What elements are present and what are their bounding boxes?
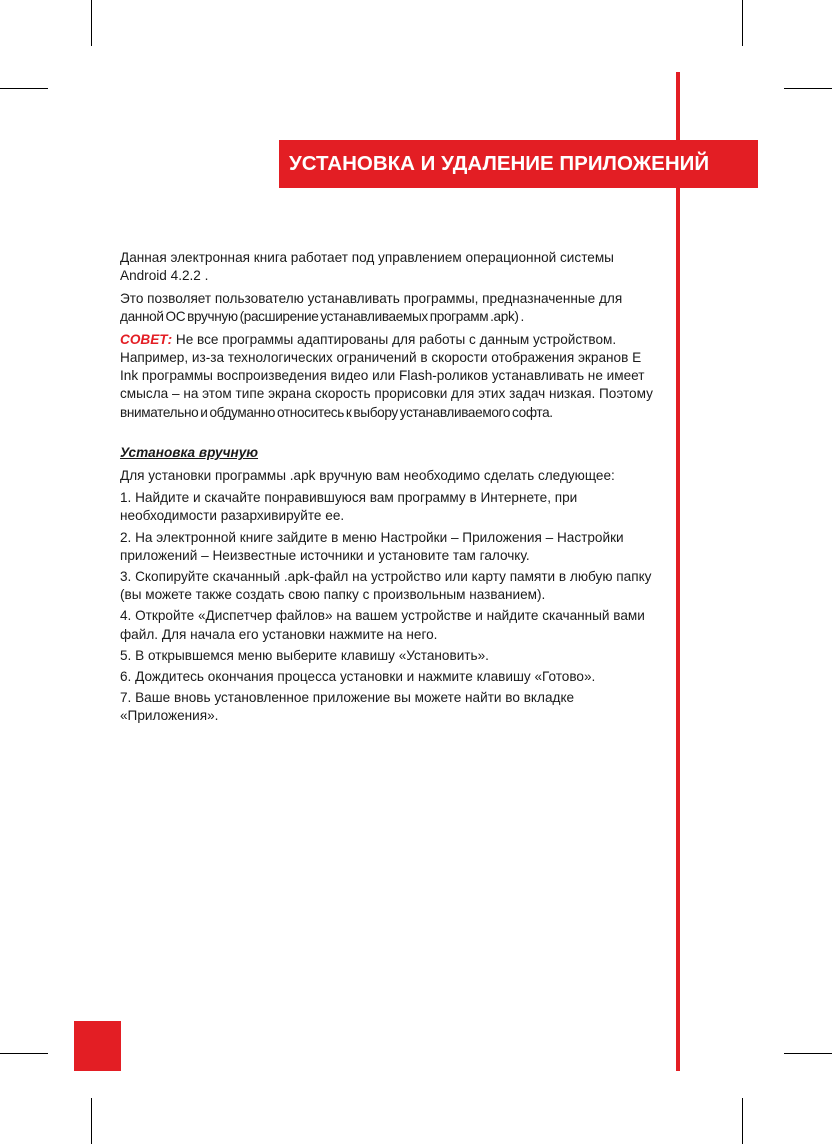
crop-mark bbox=[784, 1053, 832, 1054]
crop-mark bbox=[784, 88, 832, 89]
red-corner-block bbox=[74, 1021, 121, 1071]
crop-mark bbox=[0, 1053, 48, 1054]
text-line: данной ОС вручную (расширение устанавливаемых программ .apk) . bbox=[120, 309, 524, 325]
page-title: УСТАНОВКА И УДАЛЕНИЕ ПРИЛОЖЕНИЙ bbox=[289, 152, 710, 175]
text-line: Данная электронная книга работает под управлением операционной системы bbox=[120, 250, 614, 265]
text-line: Ink программы воспроизведения видео или Flash-роликов устанавливать не имеет bbox=[120, 368, 645, 384]
crop-mark bbox=[91, 0, 92, 46]
tip-label: СОВЕТ: bbox=[120, 331, 173, 347]
text-line: приложений – Неизвестные источники и установите там галочку. bbox=[120, 547, 530, 563]
text-line: 1. Найдите и скачайте понравившуюся вам программу в Интернете, при bbox=[120, 490, 578, 506]
list-item bbox=[120, 568, 672, 604]
section-lead: Для установки программы .apk вручную вам необходимо сделать следующее: bbox=[120, 467, 615, 483]
crop-mark bbox=[91, 1098, 92, 1144]
intro-paragraph bbox=[120, 249, 672, 285]
page-content bbox=[120, 249, 672, 729]
list-item bbox=[120, 689, 672, 725]
page-title-banner bbox=[279, 140, 758, 188]
text-line: 5. В открывшемся меню выберите клавишу «Установить». bbox=[120, 647, 489, 663]
text-line: Например, из-за технологических ограничений в скорости отображения экранов E bbox=[120, 350, 642, 366]
list-item bbox=[120, 489, 672, 525]
text-line: Не все программы адаптированы для работы с данным устройством. bbox=[175, 331, 617, 347]
crop-mark bbox=[0, 88, 48, 89]
steps-list bbox=[120, 489, 672, 725]
text-line: 6. Дождитесь окончания процесса установки и нажмите клавишу «Готово». bbox=[120, 669, 596, 685]
text-line: «Приложения». bbox=[120, 708, 219, 724]
red-vertical-rule bbox=[676, 72, 680, 1071]
text-line: 3. Скопируйте скачанный .apk-файл на устройство или карту памяти в любую папку bbox=[120, 569, 652, 585]
text-line: файл. Для начала его установки нажмите на него. bbox=[120, 626, 438, 642]
list-item bbox=[120, 607, 672, 643]
text-line: (вы можете также создать свою папку с произвольным названием). bbox=[120, 587, 546, 603]
list-item bbox=[120, 647, 672, 665]
text-line: смысла – на этом типе экрана скорость прорисовки для этих задач низкая. Поэтому bbox=[120, 386, 653, 402]
text-line: Android 4.2.2 . bbox=[120, 268, 209, 284]
tip-paragraph bbox=[120, 331, 672, 422]
text-line: необходимости разархивируйте ее. bbox=[120, 508, 345, 524]
crop-mark bbox=[742, 0, 743, 46]
text-line: 4. Откройте «Диспетчер файлов» на вашем устройстве и найдите скачанный вами bbox=[120, 608, 645, 624]
section-heading: Установка вручную bbox=[120, 444, 259, 460]
list-item bbox=[120, 529, 672, 565]
text-line: 7. Ваше вновь установленное приложение вы можете найти во вкладке bbox=[120, 690, 575, 706]
text-line: Это позволяет пользователю устанавливать программы, предназначенные для bbox=[120, 290, 623, 306]
crop-mark bbox=[742, 1098, 743, 1144]
text-line: внимательно и обдуманно относитесь к выбору устанавливаемого софта. bbox=[120, 404, 553, 420]
text-line: 2. На электронной книге зайдите в меню Настройки – Приложения – Настройки bbox=[120, 529, 624, 545]
intro-paragraph bbox=[120, 290, 672, 326]
list-item bbox=[120, 668, 672, 686]
